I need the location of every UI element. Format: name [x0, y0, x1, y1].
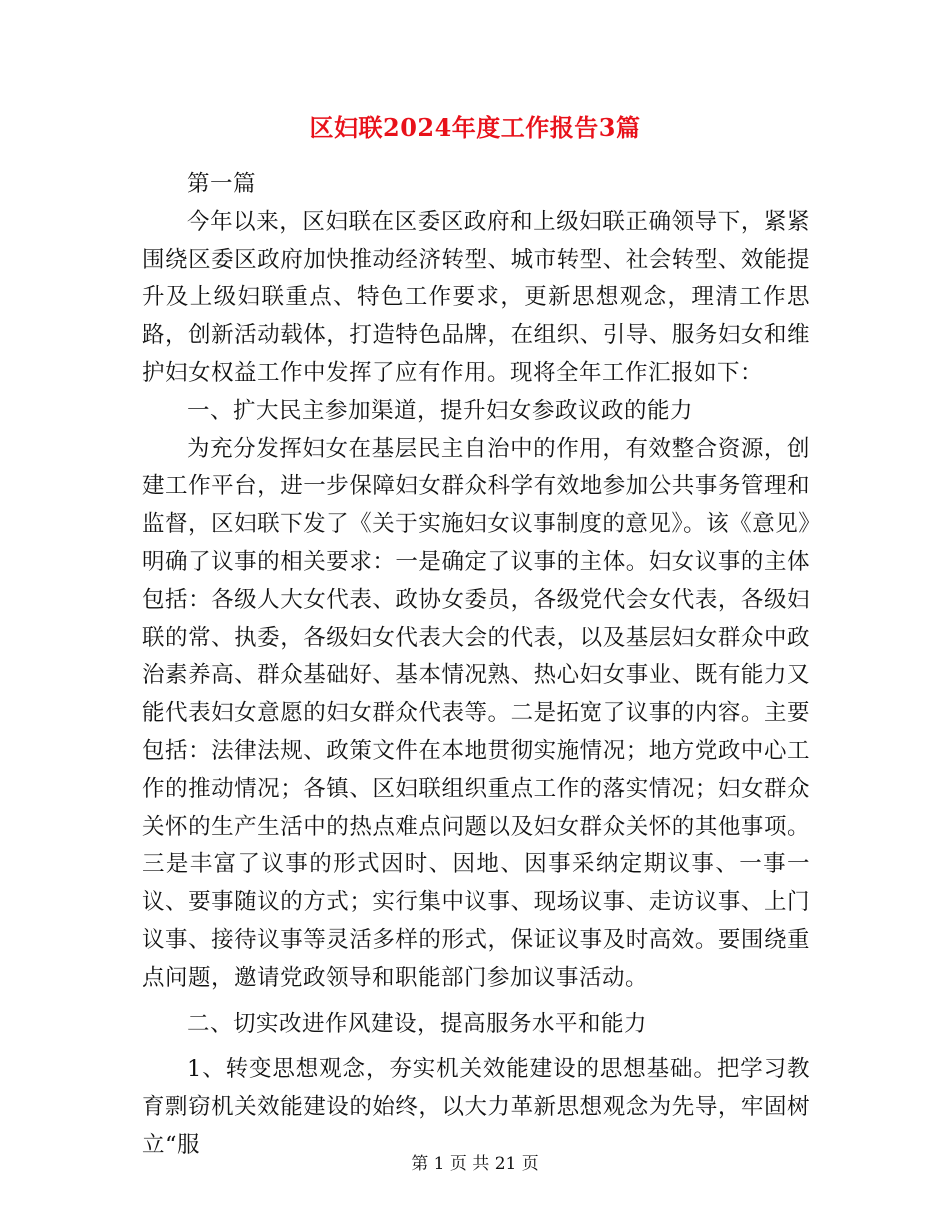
section-heading-one: 一、扩大民主参加渠道，提升妇女参政议政的能力	[187, 397, 694, 424]
document-title: 区妇联2024年度工作报告3篇	[309, 113, 641, 142]
section-heading-part-one: 第一篇	[187, 171, 257, 197]
document-body	[142, 166, 810, 1165]
paragraph-womens-deliberation: 为充分发挥妇女在基层民主自治中的作用，有效整合资源，创建工作平台，进一步保障妇女群众科学有效地参加公共事务管理和监督，区妇联下发了《关于实施妇女议事制度的意见》。该《意见》明确了议事的相关要求：一是确定了议事的主体。妇女议事的主体包括：各级人大女代表、政协女委员，各级党代会女代表，各级妇联的常、执委，各级妇女代表大会的代表，以及基层妇女群众中政治素养高、群众基础好、基本情况熟、热心妇女事业、既有能力又能代表妇女意愿的妇女群众代表等。二是拓宽了议事的内容。主要包括：法律法规、政策文件在本地贯彻实施情况；地方党政中心工作的推动情况；各镇、区妇联组织重点工作的落实情况；妇女群众关怀的生产生活中的热点难点问题以及妇女群众关怀的其他事项。三是丰富了议事的形式因时、因地、因事采纳定期议事、一事一议、要事随议的方式；实行集中议事、现场议事、走访议事、上门议事、接待议事等灵活多样的形式，保证议事及时高效。要围绕重点问题，邀请党政领导和职能部门参加议事活动。	[142, 435, 810, 991]
intro-paragraph: 今年以来，区妇联在区委区政府和上级妇联正确领导下，紧紧围绕区委区政府加快推动经济转型、城市转型、社会转型、效能提升及上级妇联重点、特色工作要求，更新思想观念，理清工作思路，创新活动载体，打造特色品牌，在组织、引导、服务妇女和维护妇女权益工作中发挥了应有作用。现将全年工作汇报如下：	[142, 208, 810, 386]
section-heading-two: 二、切实改进作风建设，提高服务水平和能力	[187, 1010, 648, 1037]
paragraph-efficiency-building: 1、转变思想观念，夯实机关效能建设的思想基础。把学习教育剽窃机关效能建设的始终，以大力革新思想观念为先导，牢固树立“服	[142, 1056, 810, 1158]
page-number-footer: 第 1 页 共 21 页	[411, 1154, 539, 1174]
